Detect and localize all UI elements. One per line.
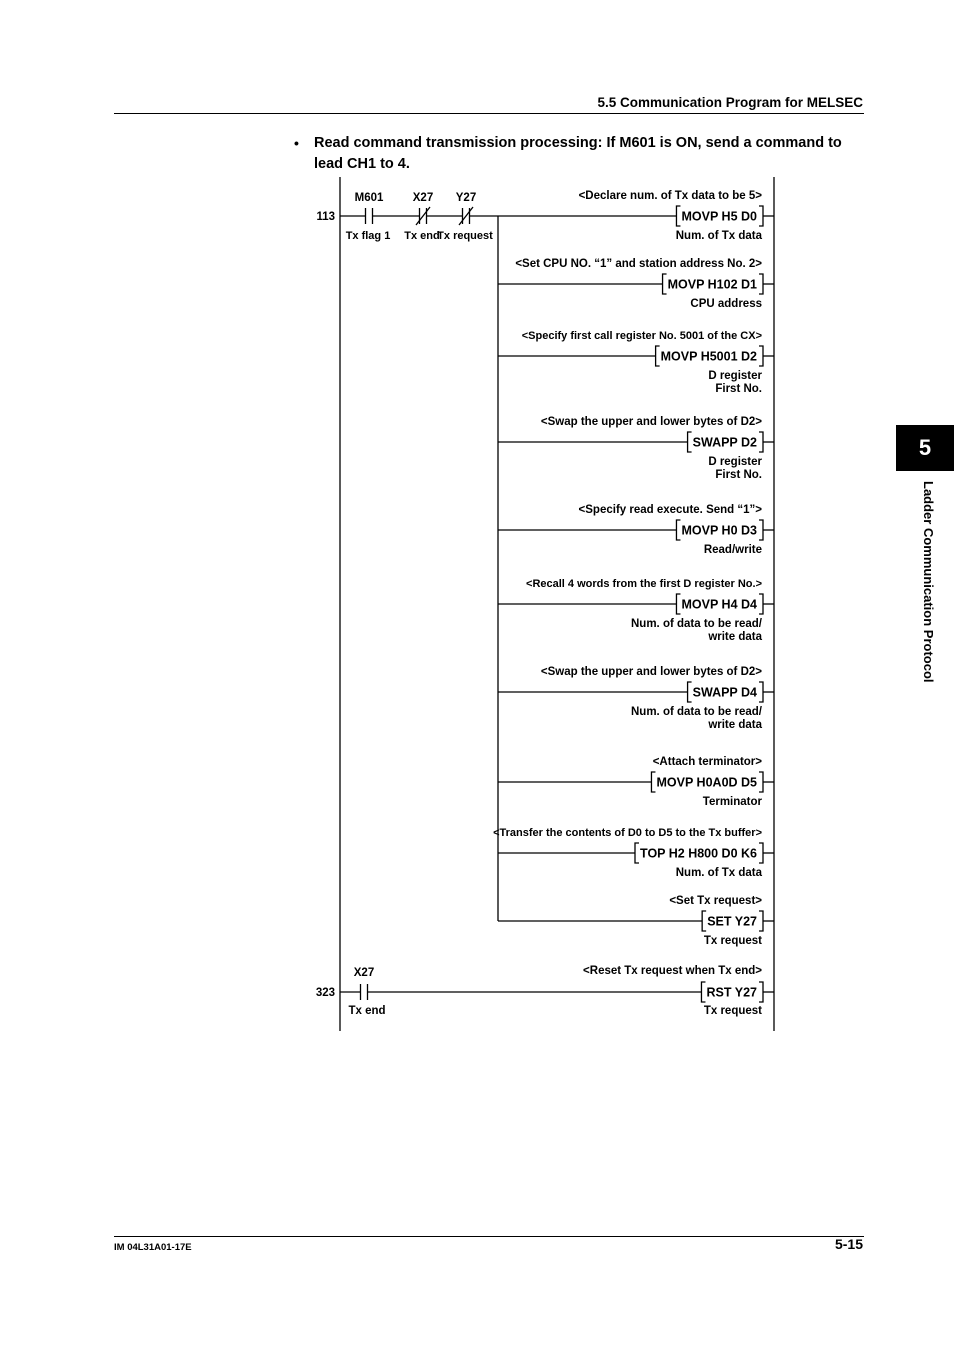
instruction-comment: <Recall 4 words from the first D register No.> — [526, 578, 762, 590]
instruction-description: Num. of data to be read/ — [631, 618, 762, 630]
footer-rule — [114, 1236, 864, 1237]
instruction-description: D register — [708, 370, 762, 382]
instruction-comment: <Swap the upper and lower bytes of D2> — [540, 666, 762, 678]
step-number: 323 — [315, 987, 335, 999]
instruction-description: write data — [708, 719, 762, 731]
instruction-description: Num. of Tx data — [675, 867, 762, 879]
instruction-comment: <Declare num. of Tx data to be 5> — [578, 190, 762, 202]
bracket-left — [676, 520, 680, 540]
instruction-comment: <Attach terminator> — [652, 756, 762, 768]
bracket-right — [759, 594, 763, 614]
bracket-left — [676, 594, 680, 614]
instruction-text: MOVP H5001 D2 — [660, 349, 757, 364]
instruction-description: Tx request — [703, 1005, 762, 1017]
bracket-right — [759, 911, 763, 931]
no-contact-symbol — [366, 208, 373, 224]
instruction-comment: <Specify read execute. Send “1”> — [578, 504, 762, 516]
bracket-right — [759, 206, 763, 226]
contact-name: Y27 — [455, 192, 477, 204]
instruction-description: Tx request — [703, 935, 762, 947]
contact-name: M601 — [354, 192, 384, 204]
instruction-text: SWAPP D4 — [692, 685, 757, 700]
bracket-right — [759, 520, 763, 540]
instruction-comment: <Set Tx request> — [669, 895, 762, 907]
bracket-right — [759, 982, 763, 1002]
bracket-left — [651, 772, 655, 792]
instruction-text: SWAPP D2 — [692, 435, 757, 450]
bracket-right — [759, 432, 763, 452]
bracket-left — [663, 274, 667, 294]
instruction-text: MOVP H0 D3 — [681, 523, 757, 538]
instruction-description: Terminator — [702, 796, 762, 808]
bracket-right — [759, 682, 763, 702]
chapter-number: 5 — [918, 435, 932, 460]
instruction-text: SET Y27 — [707, 914, 757, 929]
section-description: Read command transmission processing: If M601 is ON, send a command to lead CH1 to 4. — [314, 135, 842, 172]
chapter-tab-label: Ladder Communication Protocol — [921, 481, 936, 683]
bracket-left — [635, 843, 639, 863]
instruction-text: MOVP H5 D0 — [681, 209, 757, 224]
instruction-text: MOVP H0A0D D5 — [656, 775, 757, 790]
instruction-text: RST Y27 — [706, 985, 757, 1000]
bullet-icon: • — [294, 135, 299, 151]
contact-name: X27 — [353, 967, 375, 979]
instruction-description: write data — [708, 631, 762, 643]
instruction-comment: <Swap the upper and lower bytes of D2> — [540, 416, 762, 428]
instruction-description: Read/write — [703, 544, 762, 556]
document-id: IM 04L31A01-17E — [114, 1242, 192, 1253]
bracket-right — [759, 274, 763, 294]
instruction-text: MOVP H102 D1 — [667, 277, 757, 292]
instruction-comment: <Specify first call register No. 5001 of the CX> — [521, 330, 762, 342]
instruction-comment: <Set CPU NO. “1” and station address No. 2> — [515, 258, 762, 270]
page-header-title: 5.5 Communication Program for MELSEC — [597, 95, 863, 110]
contact-name: X27 — [412, 192, 434, 204]
bracket-right — [759, 843, 763, 863]
no-contact-symbol — [361, 984, 368, 1000]
instruction-description: CPU address — [690, 298, 762, 310]
instruction-description: First No. — [715, 383, 762, 395]
contact-label: Tx end — [404, 230, 440, 242]
instruction-description: First No. — [715, 469, 762, 481]
bracket-right — [759, 772, 763, 792]
bracket-left — [676, 206, 680, 226]
bracket-right — [759, 346, 763, 366]
page-number: 5-15 — [834, 1236, 863, 1252]
instruction-description: Num. of Tx data — [675, 230, 762, 242]
contact-label: Tx request — [437, 230, 493, 242]
bracket-left — [688, 432, 692, 452]
bracket-left — [701, 982, 705, 1002]
bracket-left — [656, 346, 660, 366]
bracket-left — [702, 911, 706, 931]
instruction-comment: <Reset Tx request when Tx end> — [583, 965, 762, 977]
step-number: 113 — [316, 211, 335, 223]
contact-label: Tx flag 1 — [345, 230, 391, 242]
instruction-description: Num. of data to be read/ — [631, 706, 762, 718]
contact-label: Tx end — [348, 1005, 386, 1017]
bracket-left — [688, 682, 692, 702]
instruction-comment: <Transfer the contents of D0 to D5 to the Tx buffer> — [493, 827, 762, 839]
instruction-text: MOVP H4 D4 — [681, 597, 757, 612]
instruction-description: D register — [708, 456, 762, 468]
instruction-text: TOP H2 H800 D0 K6 — [640, 846, 757, 861]
